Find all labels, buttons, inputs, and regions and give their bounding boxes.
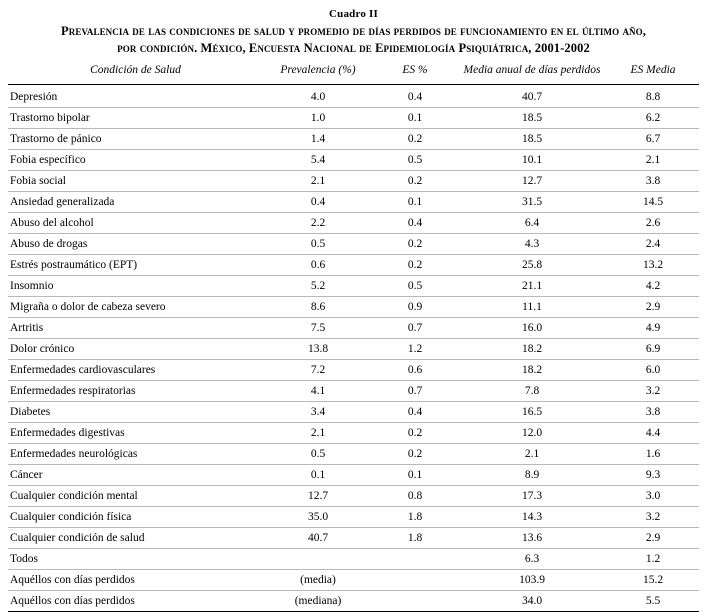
table-row [8,255,699,276]
row-se-mean: 2.4 [607,234,699,255]
row-se-mean: 2.6 [607,213,699,234]
row-se-prevalence: 0.2 [373,444,457,465]
row-label: Dolor crónico [8,339,263,360]
row-prevalence: 0.5 [263,444,373,465]
table-header [8,57,699,85]
table-row [8,318,699,339]
table-row [8,192,699,213]
table-row [8,276,699,297]
row-se-mean: 1.6 [607,444,699,465]
table-body [8,85,699,612]
row-prevalence: 0.1 [263,465,373,486]
row-prevalence: 5.4 [263,150,373,171]
row-label: Artritis [8,318,263,339]
table-row [8,549,699,570]
row-se-mean: 1.2 [607,549,699,570]
row-se-prevalence: 0.2 [373,171,457,192]
table-row [8,171,699,192]
row-se-mean: 14.5 [607,192,699,213]
row-se-prevalence: 0.4 [373,402,457,423]
row-se-prevalence: 1.8 [373,528,457,549]
table-row [8,213,699,234]
row-label: Abuso del alcohol [8,213,263,234]
row-se-prevalence: 0.7 [373,318,457,339]
row-prevalence: 13.8 [263,339,373,360]
table-row [8,87,699,108]
row-prevalence: 4.0 [263,87,373,108]
row-mean-days: 16.5 [457,402,607,423]
row-prevalence: 3.4 [263,402,373,423]
table-row [8,381,699,402]
row-mean-days: 40.7 [457,87,607,108]
row-prevalence: 8.6 [263,297,373,318]
row-label: Migraña o dolor de cabeza severo [8,297,263,318]
row-se-mean: 4.4 [607,423,699,444]
row-se-mean: 9.3 [607,465,699,486]
row-se-mean: 3.2 [607,381,699,402]
row-se-prevalence: 0.2 [373,129,457,150]
row-se-mean: 3.0 [607,486,699,507]
row-mean-days: 12.7 [457,171,607,192]
row-se-mean: 3.8 [607,402,699,423]
column-header-se-mean: ES Media [607,57,699,85]
row-se-mean: 5.5 [645,595,661,607]
column-header-se-prevalence: ES % [373,57,457,85]
row-se-mean: 3.2 [607,507,699,528]
row-prevalence: 0.6 [263,255,373,276]
row-se-mean: 6.0 [607,360,699,381]
page-title [24,23,684,57]
row-prevalence: 35.0 [263,507,373,528]
row-prevalence: 40.7 [263,528,373,549]
row-mean-days: 25.8 [457,255,607,276]
row-se-prevalence: 0.5 [373,276,457,297]
row-mean-days: 18.2 [457,360,607,381]
row-mean-days: 4.3 [457,234,607,255]
row-label: Cualquier condición mental [8,486,263,507]
row-label: Fobia específico [8,150,263,171]
row-mean-days: 2.1 [457,444,607,465]
row-label: Cualquier condición de salud [8,528,263,549]
row-label: Cualquier condición física [8,507,263,528]
row-mean-days: 18.2 [457,339,607,360]
table-row [8,465,699,486]
row-se-mean: 6.2 [607,108,699,129]
row-mean-days: 11.1 [457,297,607,318]
row-prevalence: (mediana) [294,595,342,607]
row-se-prevalence: 1.8 [373,507,457,528]
row-mean-days: 8.9 [457,465,607,486]
row-se-prevalence: 0.4 [373,213,457,234]
row-se-mean: 4.2 [607,276,699,297]
row-se-prevalence: 0.6 [373,360,457,381]
row-label: Depresión [8,87,263,108]
row-se-mean: 2.1 [607,150,699,171]
table-row [8,444,699,465]
row-label: Cáncer [8,465,263,486]
row-se-prevalence [373,549,457,570]
row-mean-days: 18.5 [457,108,607,129]
row-se-prevalence: 0.4 [373,87,457,108]
row-mean-days: 16.0 [457,318,607,339]
row-prevalence: 0.4 [263,192,373,213]
row-mean-days: 6.3 [457,549,607,570]
prevalence-table [8,57,699,611]
row-se-mean: 8.8 [607,87,699,108]
row-se-mean: 2.9 [607,528,699,549]
table-number-label: Cuadro II [329,8,378,20]
table-row [8,528,699,549]
row-mean-days: 18.5 [457,129,607,150]
row-label: Ansiedad generalizada [8,192,263,213]
row-se-mean: 3.8 [607,171,699,192]
row-label: Diabetes [8,402,263,423]
row-se-mean: 6.7 [607,129,699,150]
row-mean-days: 14.3 [457,507,607,528]
row-prevalence: (media) [263,570,373,591]
table-header-row [8,57,699,85]
row-mean-days: 31.5 [457,192,607,213]
table-row [8,570,699,591]
table-row [8,339,699,360]
row-se-prevalence: 0.2 [373,423,457,444]
row-se-prevalence: 0.7 [373,381,457,402]
row-prevalence: 2.1 [263,171,373,192]
row-mean-days: 7.8 [457,381,607,402]
row-prevalence [263,549,373,570]
row-prevalence: 1.4 [263,129,373,150]
row-label: Aquéllos con días perdidos [8,570,263,591]
row-label: Aquéllos con días perdidos [10,595,135,607]
row-se-prevalence: 0.1 [373,108,457,129]
table-row [8,150,699,171]
row-prevalence: 5.2 [263,276,373,297]
table-row [8,507,699,528]
row-mean-days: 34.0 [521,595,543,607]
table-row [8,360,699,381]
table-row [8,486,699,507]
row-label: Fobia social [8,171,263,192]
row-label: Trastorno de pánico [8,129,263,150]
row-se-mean: 13.2 [607,255,699,276]
row-prevalence: 12.7 [263,486,373,507]
row-prevalence: 2.1 [263,423,373,444]
row-mean-days: 103.9 [457,570,607,591]
row-label: Abuso de drogas [8,234,263,255]
row-se-prevalence: 1.2 [373,339,457,360]
row-se-mean: 15.2 [607,570,699,591]
table-row [8,297,699,318]
row-prevalence: 2.2 [263,213,373,234]
row-se-prevalence: 0.2 [373,234,457,255]
row-label: Todos [8,549,263,570]
row-label: Insomnio [8,276,263,297]
row-se-mean: 4.9 [607,318,699,339]
row-se-prevalence [373,591,457,612]
row-mean-days: 21.1 [457,276,607,297]
row-se-mean: 2.9 [607,297,699,318]
table-row [8,423,699,444]
row-label: Enfermedades digestivas [8,423,263,444]
row-mean-days: 6.4 [457,213,607,234]
table-row [8,129,699,150]
row-mean-days: 10.1 [457,150,607,171]
row-prevalence: 0.5 [263,234,373,255]
row-label: Enfermedades respiratorias [8,381,263,402]
row-se-mean: 6.9 [607,339,699,360]
row-mean-days: 17.3 [457,486,607,507]
row-se-prevalence: 0.1 [373,465,457,486]
page-title-line-2: por condición. México, Encuesta Nacional de Epidemiología Psiquiátrica, 2001-2002 [117,41,590,55]
page-title-line-1: Prevalencia de las condiciones de salud y promedio de días perdidos de funcionamiento en el último año, [61,24,646,38]
column-header-condition: Condición de Salud [8,57,263,85]
table-row [8,234,699,255]
row-prevalence: 1.0 [263,108,373,129]
row-se-prevalence: 0.2 [373,255,457,276]
row-prevalence: 4.1 [263,381,373,402]
row-se-prevalence: 0.1 [373,192,457,213]
row-se-prevalence: 0.8 [373,486,457,507]
row-se-prevalence [373,570,457,591]
column-header-prevalence: Prevalencia (%) [263,57,373,85]
row-mean-days: 12.0 [457,423,607,444]
table-row [8,402,699,423]
row-label: Estrés postraumático (EPT) [8,255,263,276]
table-row [8,108,699,129]
row-se-prevalence: 0.9 [373,297,457,318]
column-header-mean-days-lost: Media anual de días perdidos [457,57,607,85]
row-prevalence: 7.2 [263,360,373,381]
row-label: Enfermedades neurológicas [8,444,263,465]
row-se-prevalence: 0.5 [373,150,457,171]
row-label: Enfermedades cardiovasculares [8,360,263,381]
row-prevalence: 7.5 [263,318,373,339]
row-mean-days: 13.6 [457,528,607,549]
row-label: Trastorno bipolar [8,108,263,129]
table-row [8,591,699,612]
